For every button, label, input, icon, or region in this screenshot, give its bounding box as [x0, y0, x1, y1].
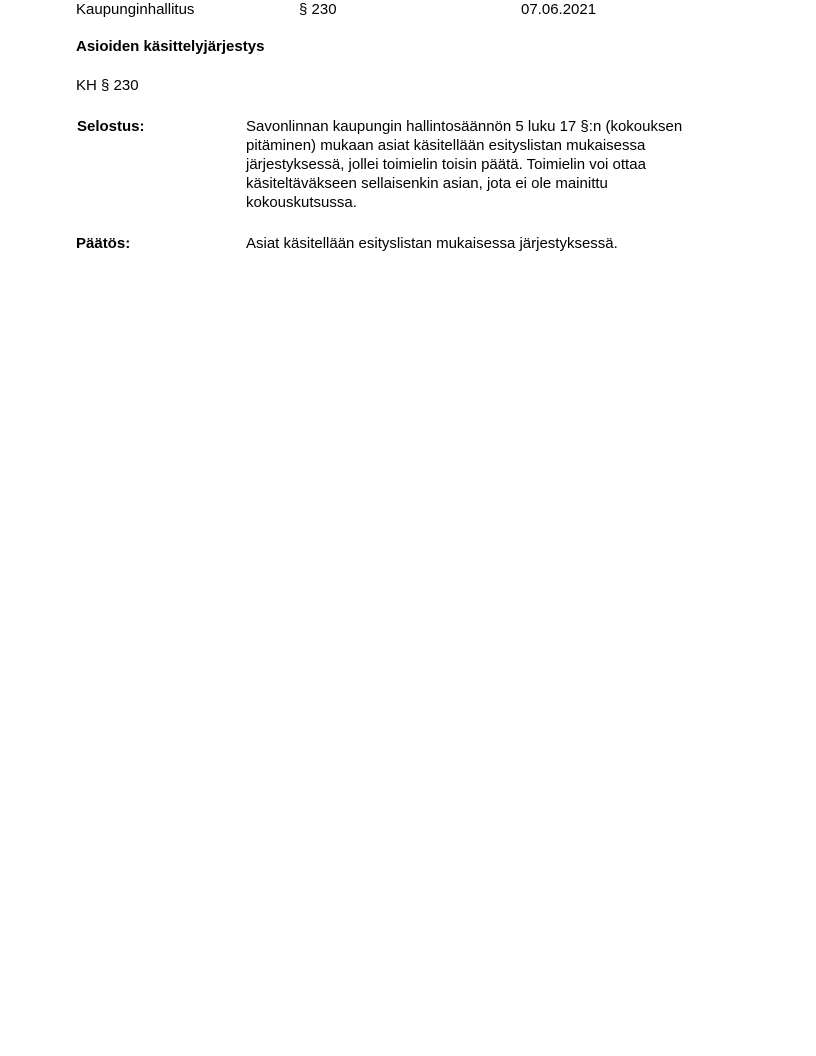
- selostus-label: Selostus:: [77, 118, 145, 135]
- header-section-number: § 230: [299, 1, 337, 18]
- document-header: [0, 0, 816, 20]
- selostus-line: kokouskutsussa.: [246, 194, 357, 211]
- document-title: Asioiden käsittelyjärjestys: [76, 38, 265, 55]
- selostus-line: järjestyksessä, jollei toimielin toisin päätä. Toimielin voi ottaa: [246, 156, 646, 173]
- selostus-line: käsiteltäväkseen sellaisenkin asian, jota ei ole mainittu: [246, 175, 608, 192]
- selostus-line: pitäminen) mukaan asiat käsitellään esityslistan mukaisessa: [246, 137, 646, 154]
- paatos-text: Asiat käsitellään esityslistan mukaisessa järjestyksessä.: [246, 235, 618, 252]
- header-body-name: Kaupunginhallitus: [76, 1, 195, 18]
- document-reference: KH § 230: [76, 77, 139, 94]
- selostus-text: [246, 117, 726, 212]
- paatos-label: Päätös:: [76, 235, 131, 252]
- selostus-line: Savonlinnan kaupungin hallintosäännön 5 luku 17 §:n (kokouksen: [246, 118, 683, 135]
- header-date: 07.06.2021: [521, 1, 597, 18]
